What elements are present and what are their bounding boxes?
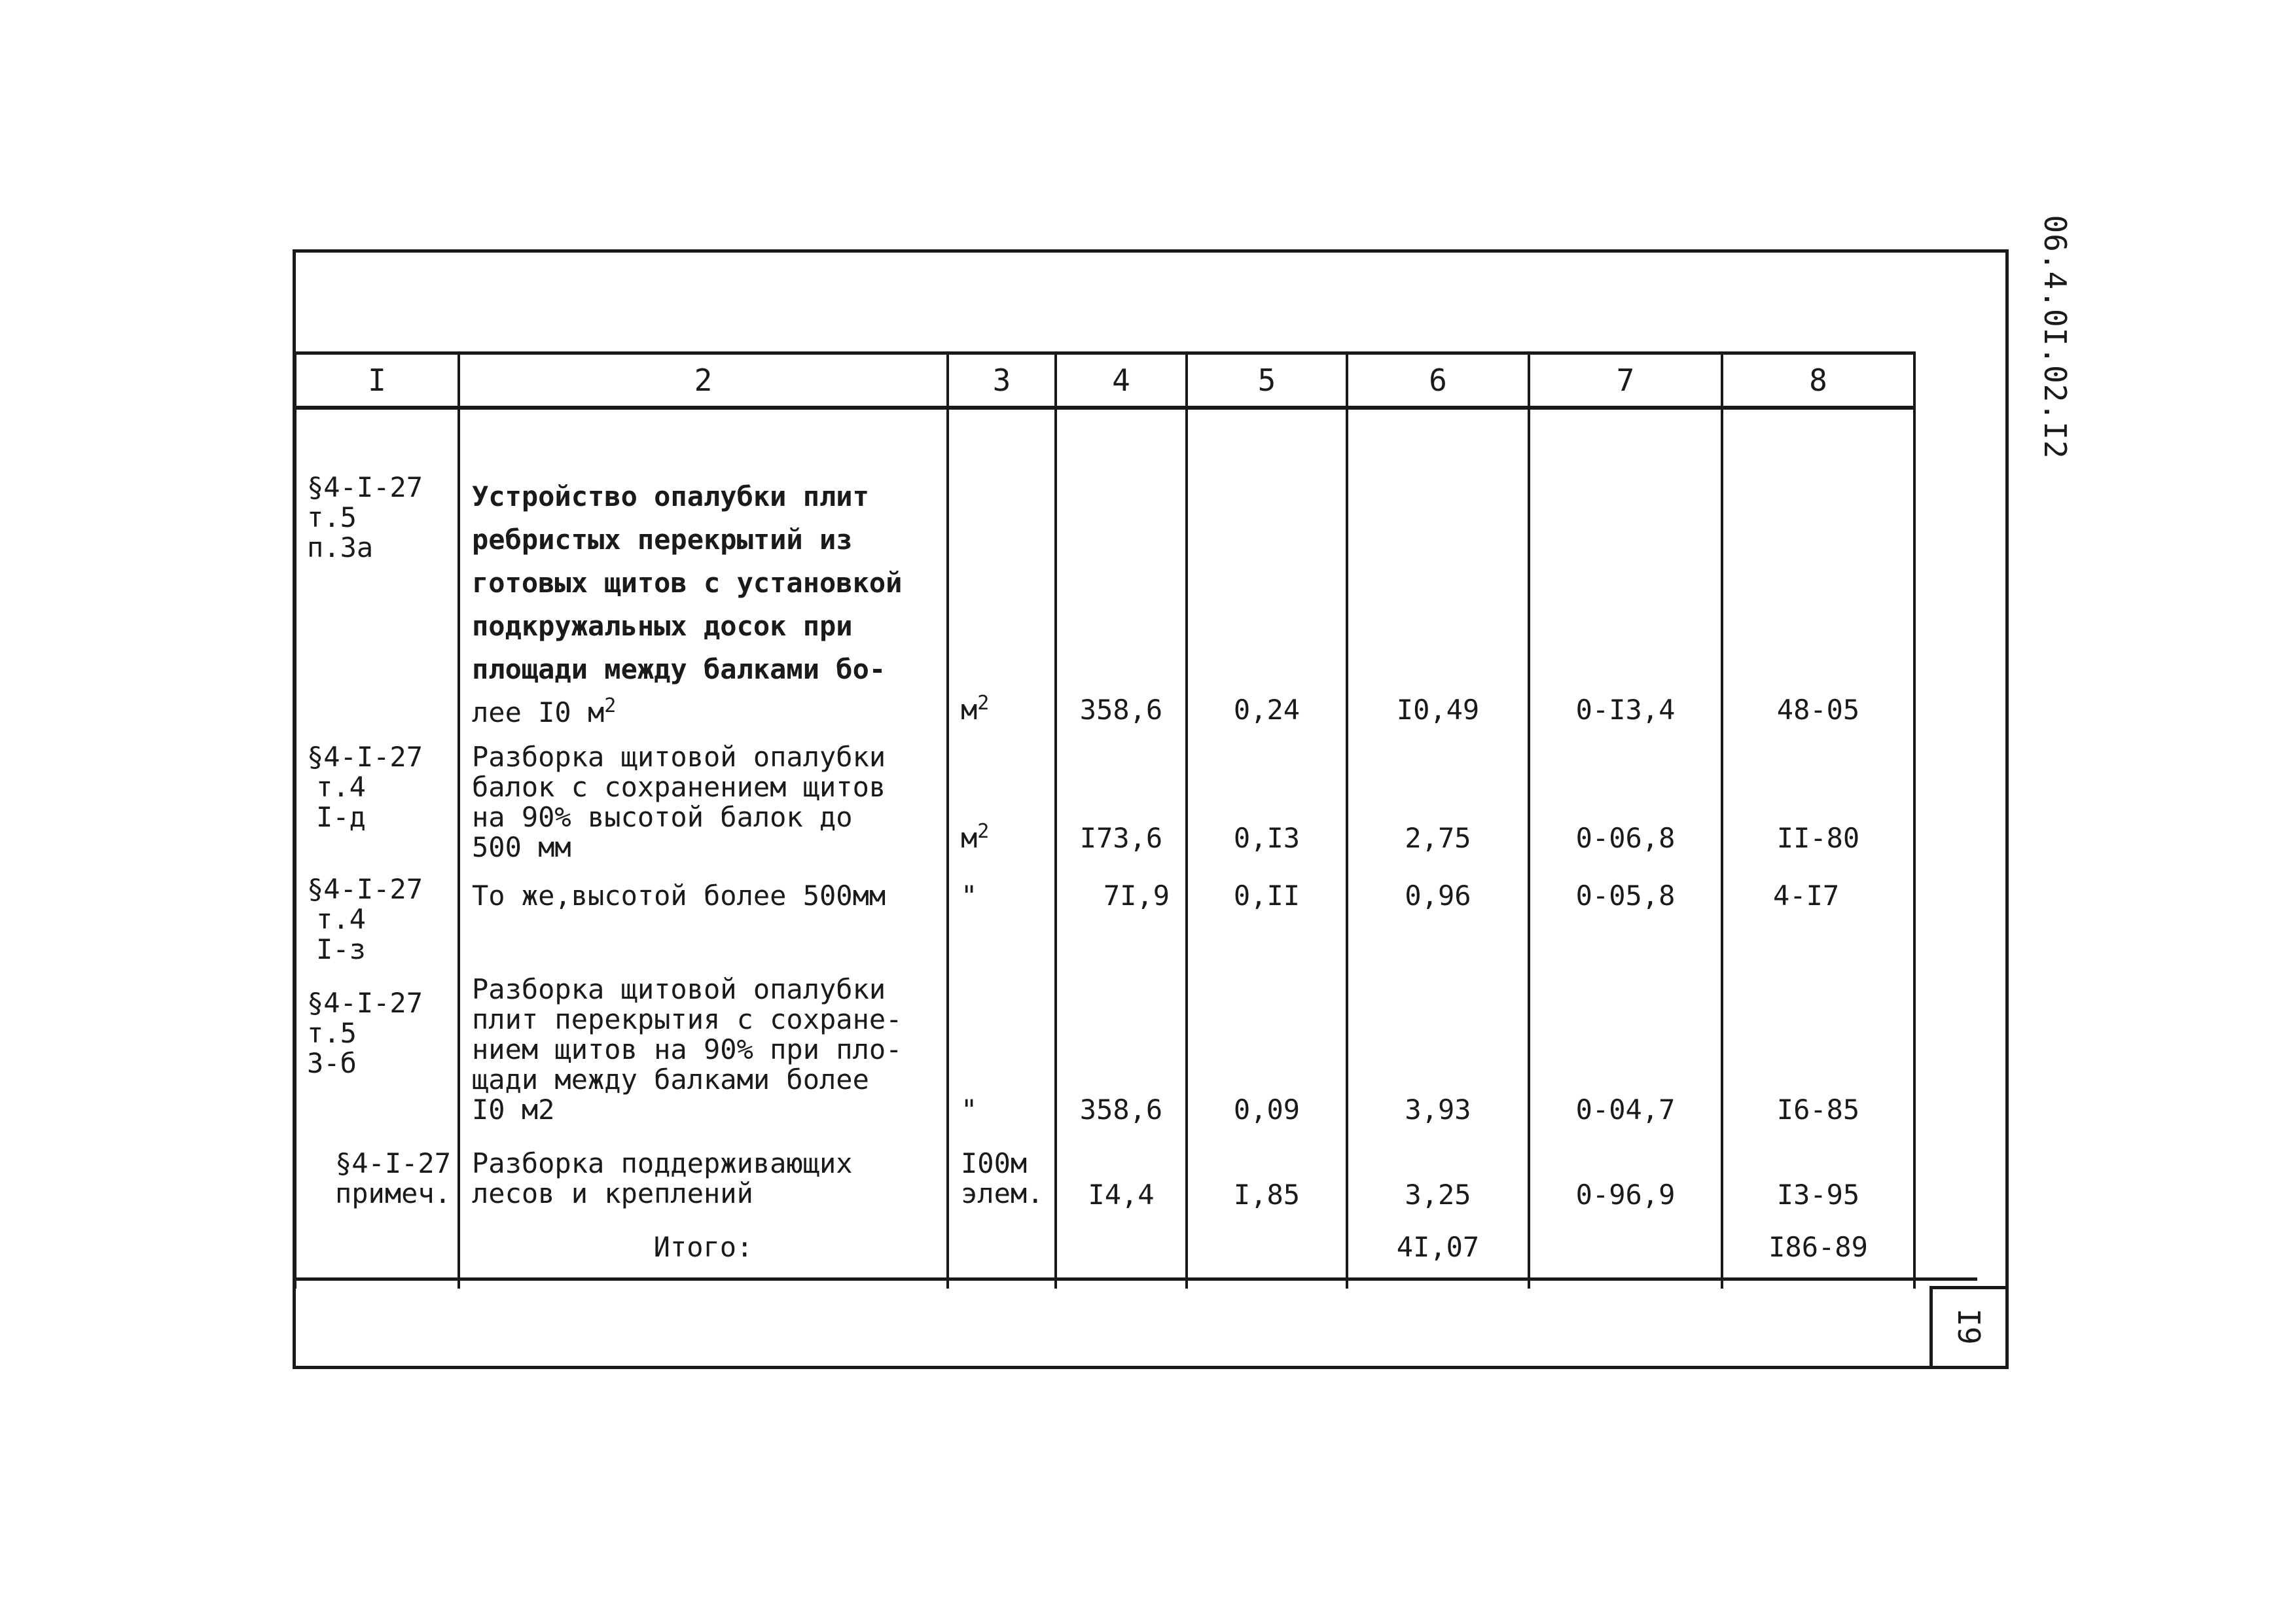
table-row <box>295 734 1914 863</box>
name-line: ребристых перекрытий из <box>472 524 853 556</box>
ref-cell <box>295 408 459 734</box>
ref-line: т.4 <box>316 903 366 935</box>
ref-line: §4-I-27 <box>307 471 423 503</box>
name-cell <box>459 408 948 734</box>
name-cell <box>459 863 948 967</box>
ref-line: т.5 <box>307 501 357 533</box>
header-col-2: 2 <box>459 353 948 408</box>
name-line: на 90% высотой балок до <box>472 801 853 833</box>
name-line: Разборка поддерживающих <box>472 1147 853 1179</box>
col7-cell: 0-04,7 <box>1529 967 1722 1134</box>
name-line: подкружальных досок при <box>472 610 853 642</box>
name-line: Разборка щитовой опалубки <box>472 741 886 773</box>
ref-line: §4-I-27 <box>307 987 423 1019</box>
name-line: Разборка щитовой опалубки <box>472 973 886 1005</box>
header-col-1: I <box>295 353 459 408</box>
header-col-8: 8 <box>1722 353 1914 408</box>
unit-line: I00м <box>961 1147 1028 1179</box>
col8-cell: 4-I7 <box>1722 863 1914 967</box>
total-empty-cell <box>295 1219 459 1289</box>
name-line: Устройство опалубки плит <box>472 480 869 512</box>
col8-cell: I3-95 <box>1722 1134 1914 1219</box>
ref-line: I-з <box>316 933 366 965</box>
col5-cell: I,85 <box>1187 1134 1347 1219</box>
total-empty-cell <box>1187 1219 1347 1289</box>
ref-line: §4-I-27 <box>307 873 423 905</box>
ref-cell <box>295 863 459 967</box>
name-line: готовых щитов с установкой <box>472 567 903 599</box>
superscript: 2 <box>604 694 617 717</box>
total-col8: I86-89 <box>1722 1219 1914 1289</box>
unit-cell <box>948 734 1056 863</box>
col5-cell: 0,09 <box>1187 967 1347 1134</box>
col8-cell: II-80 <box>1722 734 1914 863</box>
name-cell <box>459 734 948 863</box>
col7-cell: 0-06,8 <box>1529 734 1722 863</box>
document-code: 06.4.0I.02.I2 <box>2037 215 2073 459</box>
superscript: 2 <box>977 820 990 843</box>
unit-cell <box>948 1134 1056 1219</box>
header-col-6: 6 <box>1347 353 1529 408</box>
quantity-cell: 7I,9 <box>1056 863 1187 967</box>
col8-cell: I6-85 <box>1722 967 1914 1134</box>
col5-cell: 0,II <box>1187 863 1347 967</box>
col6-cell: I0,49 <box>1347 408 1529 734</box>
unit-cell: " <box>948 863 1056 967</box>
ref-cell <box>295 734 459 863</box>
ref-line: п.3а <box>307 531 374 563</box>
name-line: I0 м2 <box>472 1094 555 1126</box>
name-line: балок с сохранением щитов <box>472 771 886 803</box>
total-empty-cell <box>948 1219 1056 1289</box>
unit-line: элем. <box>961 1177 1044 1209</box>
unit-text: м <box>961 822 978 854</box>
header-col-4: 4 <box>1056 353 1187 408</box>
ref-line: §4-I-27 <box>334 1147 451 1179</box>
ref-line: 3-б <box>307 1047 357 1079</box>
name-line <box>472 691 940 734</box>
col6-cell: 2,75 <box>1347 734 1529 863</box>
superscript: 2 <box>977 692 990 715</box>
table-row <box>295 967 1914 1134</box>
unit-cell: " <box>948 967 1056 1134</box>
total-empty-cell <box>1529 1219 1722 1289</box>
name-line: нием щитов на 90% при пло- <box>472 1033 903 1065</box>
ref-line: т.5 <box>307 1017 357 1049</box>
name-line: площади между балками бо- <box>472 653 886 685</box>
col6-cell: 0,96 <box>1347 863 1529 967</box>
col5-cell: 0,24 <box>1187 408 1347 734</box>
total-label: Итого: <box>459 1219 948 1289</box>
ref-line: §4-I-27 <box>307 741 423 773</box>
col6-cell: 3,25 <box>1347 1134 1529 1219</box>
estimate-table <box>294 351 1916 1289</box>
table-row <box>295 408 1914 734</box>
name-line: То же,высотой более 500мм <box>472 880 886 912</box>
header-row <box>295 353 1914 408</box>
quantity-cell: 358,6 <box>1056 408 1187 734</box>
name-line-text: лее I0 м <box>472 696 605 728</box>
name-line: плит перекрытия с сохране- <box>472 1003 903 1035</box>
page-number: I9 <box>1951 1308 1986 1345</box>
ref-cell <box>295 967 459 1134</box>
ref-cell <box>295 1134 459 1219</box>
quantity-cell: I73,6 <box>1056 734 1187 863</box>
quantity-cell: 358,6 <box>1056 967 1187 1134</box>
unit-cell <box>948 408 1056 734</box>
ref-line: примеч. <box>334 1177 451 1209</box>
total-row <box>295 1219 1914 1289</box>
unit-text: м <box>961 694 978 726</box>
header-col-5: 5 <box>1187 353 1347 408</box>
col7-cell: 0-05,8 <box>1529 863 1722 967</box>
col7-cell: 0-I3,4 <box>1529 408 1722 734</box>
total-empty-cell <box>1056 1219 1187 1289</box>
total-col6: 4I,07 <box>1347 1219 1529 1289</box>
table-row <box>295 863 1914 967</box>
col5-cell: 0,I3 <box>1187 734 1347 863</box>
ref-line: т.4 <box>316 771 366 803</box>
name-line: лесов и креплений <box>472 1177 753 1209</box>
name-line: 500 мм <box>472 831 571 863</box>
col8-cell: 48-05 <box>1722 408 1914 734</box>
name-cell <box>459 967 948 1134</box>
name-line: щади между балками более <box>472 1063 869 1096</box>
table-row <box>295 1134 1914 1219</box>
col7-cell: 0-96,9 <box>1529 1134 1722 1219</box>
name-cell <box>459 1134 948 1219</box>
quantity-cell: I4,4 <box>1056 1134 1187 1219</box>
header-col-7: 7 <box>1529 353 1722 408</box>
ref-line: I-д <box>316 801 366 833</box>
col6-cell: 3,93 <box>1347 967 1529 1134</box>
header-col-3: 3 <box>948 353 1056 408</box>
